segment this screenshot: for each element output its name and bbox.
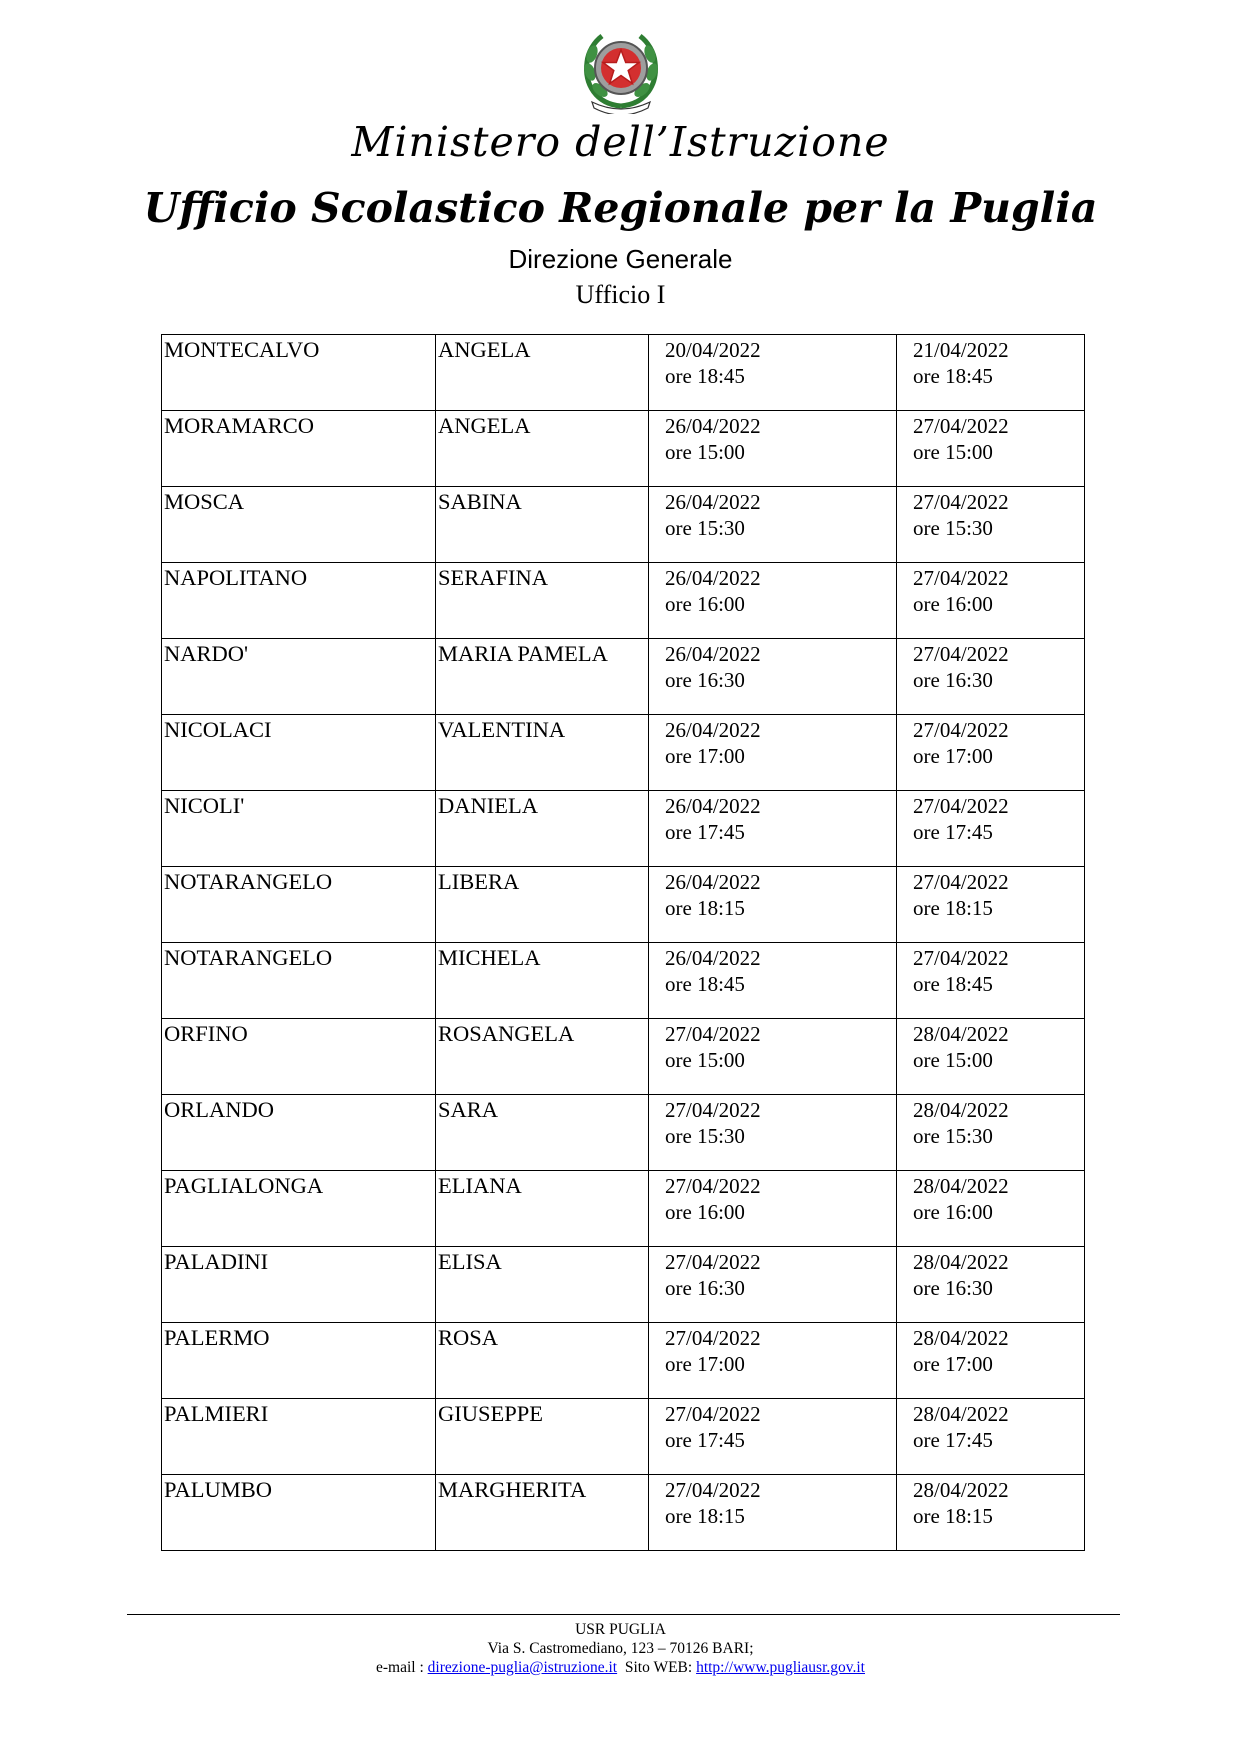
email-label: e-mail : [376, 1659, 424, 1676]
first-date-cell [649, 791, 897, 867]
first-date: 27/04/2022 [665, 1478, 761, 1502]
name-text: SABINA [438, 489, 522, 514]
first-date: 26/04/2022 [665, 642, 761, 666]
first-time: ore 17:00 [665, 1352, 745, 1376]
table-row [162, 1095, 1085, 1171]
first-date: 26/04/2022 [665, 490, 761, 514]
second-time: ore 16:00 [913, 592, 993, 616]
first-date-cell [649, 1247, 897, 1323]
second-time: ore 18:45 [913, 972, 993, 996]
second-date: 28/04/2022 [913, 1250, 1009, 1274]
first-date: 26/04/2022 [665, 414, 761, 438]
surname-cell [162, 1095, 436, 1171]
table-row [162, 411, 1085, 487]
first-time: ore 18:45 [665, 972, 745, 996]
surname-cell [162, 411, 436, 487]
first-time: ore 16:00 [665, 592, 745, 616]
second-time: ore 15:30 [913, 1124, 993, 1148]
name-cell [436, 1247, 649, 1323]
surname-cell [162, 715, 436, 791]
name-text: MARIA PAMELA [438, 641, 608, 666]
second-date: 27/04/2022 [913, 946, 1009, 970]
name-text: ELISA [438, 1249, 502, 1274]
surname-cell [162, 487, 436, 563]
name-cell [436, 1399, 649, 1475]
name-cell [436, 335, 649, 411]
first-time: ore 16:30 [665, 1276, 745, 1300]
first-time: ore 18:15 [665, 1504, 745, 1528]
footer-org: USR PUGLIA [575, 1621, 666, 1638]
table-row [162, 791, 1085, 867]
second-date-cell [897, 943, 1085, 1019]
second-time: ore 16:00 [913, 1200, 993, 1224]
name-cell [436, 639, 649, 715]
name-cell [436, 715, 649, 791]
name-cell [436, 791, 649, 867]
first-date: 27/04/2022 [665, 1326, 761, 1350]
first-date-cell [649, 1019, 897, 1095]
surname-text: PALUMBO [164, 1477, 272, 1502]
second-date-cell [897, 867, 1085, 943]
web-label: Sito WEB: [624, 1659, 693, 1676]
surname-text: PALADINI [164, 1249, 269, 1274]
second-date: 27/04/2022 [913, 718, 1009, 742]
name-text: ELIANA [438, 1173, 522, 1198]
first-time: ore 15:30 [665, 516, 745, 540]
first-time: ore 17:00 [665, 744, 745, 768]
table-row [162, 487, 1085, 563]
name-cell [436, 1323, 649, 1399]
first-time: ore 16:00 [665, 1200, 745, 1224]
second-date: 28/04/2022 [913, 1098, 1009, 1122]
first-date-cell [649, 1323, 897, 1399]
surname-cell [162, 791, 436, 867]
surname-text: PAGLIALONGA [164, 1173, 324, 1198]
second-date-cell [897, 791, 1085, 867]
second-date-cell [897, 563, 1085, 639]
surname-cell [162, 1019, 436, 1095]
surname-cell [162, 1247, 436, 1323]
name-text: VALENTINA [438, 717, 566, 742]
surname-cell [162, 943, 436, 1019]
footer [0, 1620, 1241, 1677]
surname-cell [162, 867, 436, 943]
first-date: 26/04/2022 [665, 718, 761, 742]
first-date: 20/04/2022 [665, 338, 761, 362]
name-cell [436, 487, 649, 563]
table-row [162, 1019, 1085, 1095]
surname-cell [162, 335, 436, 411]
name-text: MARGHERITA [438, 1477, 587, 1502]
second-date-cell [897, 1095, 1085, 1171]
name-cell [436, 1171, 649, 1247]
first-date: 27/04/2022 [665, 1098, 761, 1122]
surname-cell [162, 1323, 436, 1399]
second-time: ore 17:45 [913, 820, 993, 844]
first-date-cell [649, 943, 897, 1019]
name-text: DANIELA [438, 793, 538, 818]
surname-cell [162, 1171, 436, 1247]
name-cell [436, 1095, 649, 1171]
surname-cell [162, 639, 436, 715]
first-time: ore 15:30 [665, 1124, 745, 1148]
second-date-cell [897, 487, 1085, 563]
first-date: 27/04/2022 [665, 1402, 761, 1426]
email-link[interactable]: direzione-puglia@istruzione.it [427, 1659, 618, 1676]
first-date: 27/04/2022 [665, 1250, 761, 1274]
regional-office-title: Ufficio Scolastico Regionale per la Puglia [143, 184, 1098, 232]
first-date-cell [649, 411, 897, 487]
second-time: ore 15:00 [913, 1048, 993, 1072]
surname-text: NICOLI' [164, 793, 245, 818]
table-row [162, 1247, 1085, 1323]
second-date: 27/04/2022 [913, 642, 1009, 666]
name-text: LIBERA [438, 869, 520, 894]
first-time: ore 15:00 [665, 440, 745, 464]
second-time: ore 17:45 [913, 1428, 993, 1452]
first-date: 26/04/2022 [665, 566, 761, 590]
direction-title: Direzione Generale [508, 244, 733, 274]
second-date-cell [897, 1247, 1085, 1323]
first-time: ore 18:15 [665, 896, 745, 920]
second-time: ore 15:00 [913, 440, 993, 464]
name-text: MICHELA [438, 945, 541, 970]
name-text: ROSA [438, 1325, 499, 1350]
first-time: ore 17:45 [665, 820, 745, 844]
table-row [162, 1475, 1085, 1551]
table-row [162, 639, 1085, 715]
second-date-cell [897, 1399, 1085, 1475]
surname-cell [162, 1399, 436, 1475]
name-text: ROSANGELA [438, 1021, 575, 1046]
first-date: 27/04/2022 [665, 1174, 761, 1198]
second-time: ore 18:15 [913, 1504, 993, 1528]
name-text: SERAFINA [438, 565, 549, 590]
second-date-cell [897, 1171, 1085, 1247]
first-date-cell [649, 563, 897, 639]
surname-text: PALMIERI [164, 1401, 269, 1426]
first-date-cell [649, 1095, 897, 1171]
surname-text: MONTECALVO [164, 337, 320, 362]
second-date: 28/04/2022 [913, 1022, 1009, 1046]
second-date-cell [897, 411, 1085, 487]
second-date: 21/04/2022 [913, 338, 1009, 362]
second-date-cell [897, 639, 1085, 715]
surname-text: MORAMARCO [164, 413, 315, 438]
name-cell [436, 411, 649, 487]
name-text: SARA [438, 1097, 499, 1122]
first-date: 27/04/2022 [665, 1022, 761, 1046]
surname-text: NAPOLITANO [164, 565, 308, 590]
name-cell [436, 943, 649, 1019]
table-row [162, 1171, 1085, 1247]
second-time: ore 18:15 [913, 896, 993, 920]
first-date-cell [649, 1475, 897, 1551]
surname-text: MOSCA [164, 489, 245, 514]
first-time: ore 15:00 [665, 1048, 745, 1072]
second-date-cell [897, 1323, 1085, 1399]
second-date: 27/04/2022 [913, 566, 1009, 590]
first-date-cell [649, 1171, 897, 1247]
first-date-cell [649, 1399, 897, 1475]
name-cell [436, 1019, 649, 1095]
first-date-cell [649, 487, 897, 563]
second-date: 27/04/2022 [913, 490, 1009, 514]
second-date-cell [897, 335, 1085, 411]
surname-cell [162, 1475, 436, 1551]
second-time: ore 18:45 [913, 364, 993, 388]
second-time: ore 16:30 [913, 668, 993, 692]
second-date: 28/04/2022 [913, 1478, 1009, 1502]
name-text: ANGELA [438, 337, 531, 362]
name-text: ANGELA [438, 413, 531, 438]
footer-divider [127, 1614, 1120, 1615]
second-time: ore 17:00 [913, 744, 993, 768]
table-row [162, 1399, 1085, 1475]
name-cell [436, 1475, 649, 1551]
footer-address: Via S. Castromediano, 123 – 70126 BARI; [487, 1640, 754, 1657]
first-date-cell [649, 335, 897, 411]
name-text: GIUSEPPE [438, 1401, 544, 1426]
first-time: ore 18:45 [665, 364, 745, 388]
surname-text: NOTARANGELO [164, 945, 333, 970]
italian-republic-emblem-icon [578, 22, 664, 114]
surname-text: NICOLACI [164, 717, 272, 742]
table-row [162, 563, 1085, 639]
second-time: ore 16:30 [913, 1276, 993, 1300]
second-date-cell [897, 1019, 1085, 1095]
surname-text: ORLANDO [164, 1097, 274, 1122]
first-date-cell [649, 639, 897, 715]
first-time: ore 16:30 [665, 668, 745, 692]
second-date: 28/04/2022 [913, 1326, 1009, 1350]
table-row [162, 335, 1085, 411]
surname-text: NARDO' [164, 641, 249, 666]
first-date-cell [649, 715, 897, 791]
first-date: 26/04/2022 [665, 946, 761, 970]
first-time: ore 17:45 [665, 1428, 745, 1452]
surname-text: PALERMO [164, 1325, 270, 1350]
second-time: ore 15:30 [913, 516, 993, 540]
second-date: 27/04/2022 [913, 870, 1009, 894]
name-cell [436, 867, 649, 943]
first-date-cell [649, 867, 897, 943]
first-date: 26/04/2022 [665, 870, 761, 894]
second-date: 28/04/2022 [913, 1402, 1009, 1426]
table-row [162, 867, 1085, 943]
table-row [162, 715, 1085, 791]
first-date: 26/04/2022 [665, 794, 761, 818]
surname-text: ORFINO [164, 1021, 248, 1046]
second-date-cell [897, 1475, 1085, 1551]
surname-text: NOTARANGELO [164, 869, 333, 894]
office-subtitle: Ufficio I [575, 280, 666, 309]
web-link[interactable]: http://www.pugliausr.gov.it [696, 1659, 865, 1676]
name-cell [436, 563, 649, 639]
second-date-cell [897, 715, 1085, 791]
ministry-title: Ministero dell’Istruzione [351, 118, 890, 166]
table-row [162, 943, 1085, 1019]
table-row [162, 1323, 1085, 1399]
surname-cell [162, 563, 436, 639]
footer-contacts [0, 1658, 1241, 1677]
second-time: ore 17:00 [913, 1352, 993, 1376]
second-date: 28/04/2022 [913, 1174, 1009, 1198]
schedule-table [161, 334, 1085, 1551]
second-date: 27/04/2022 [913, 414, 1009, 438]
second-date: 27/04/2022 [913, 794, 1009, 818]
